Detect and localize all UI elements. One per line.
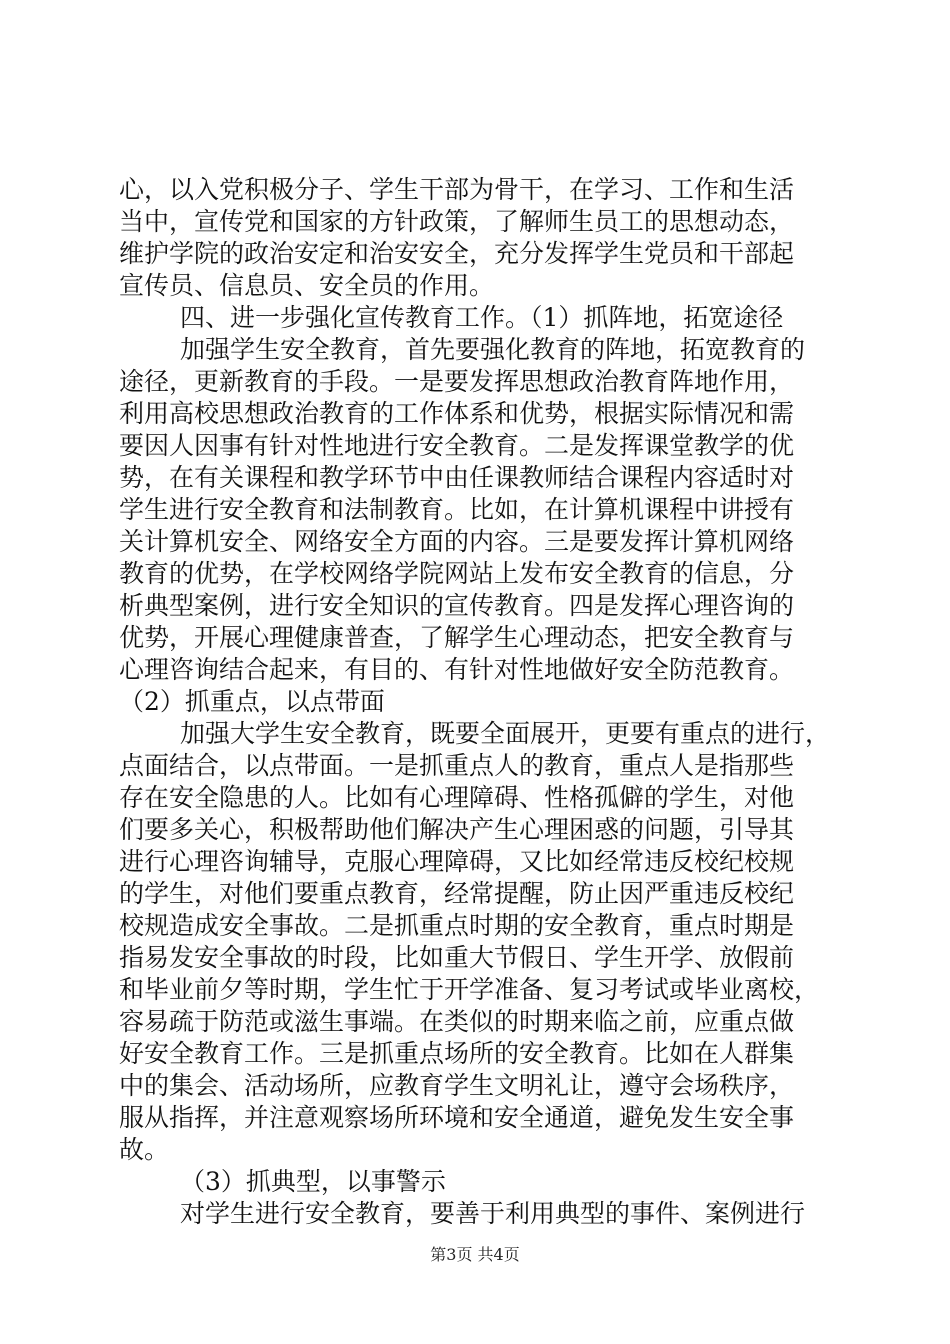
section-heading: （3）抓典型，以事警示 (180, 1167, 446, 1196)
text-line: 校规造成安全事故。二是抓重点时期的安全教育，重点时期是 (119, 911, 795, 940)
text-line: 对学生进行安全教育，要善于利用典型的事件、案例进行 (180, 1199, 806, 1228)
text-line: 进行心理咨询辅导，克服心理障碍，又比如经常违反校纪校规 (119, 847, 795, 876)
text-line: 利用高校思想政治教育的工作体系和优势，根据实际情况和需 (119, 399, 795, 428)
section-heading: （2）抓重点，以点带面 (119, 687, 385, 716)
text-line: 加强学生安全教育，首先要强化教育的阵地，拓宽教育的 (180, 335, 806, 364)
text-line: 中的集会、活动场所，应教育学生文明礼让，遵守会场秩序， (119, 1071, 795, 1100)
text-line: 点面结合，以点带面。一是抓重点人的教育，重点人是指那些 (119, 751, 795, 780)
text-line: 优势，开展心理健康普查，了解学生心理动态，把安全教育与 (119, 623, 795, 652)
text-line: 加强大学生安全教育，既要全面展开，更要有重点的进行， (180, 719, 831, 748)
text-line: 学生进行安全教育和法制教育。比如，在计算机课程中讲授有 (119, 495, 795, 524)
text-line: 存在安全隐患的人。比如有心理障碍、性格孤僻的学生，对他 (119, 783, 795, 812)
text-line: 容易疏于防范或滋生事端。在类似的时期来临之前，应重点做 (119, 1007, 795, 1036)
text-line: 当中，宣传党和国家的方针政策，了解师生员工的思想动态， (119, 207, 795, 236)
text-line: 维护学院的政治安定和治安安全，充分发挥学生党员和干部起 (119, 239, 795, 268)
text-line: 服从指挥，并注意观察场所环境和安全通道，避免发生安全事 (119, 1103, 795, 1132)
text-line: 们要多关心，积极帮助他们解决产生心理困惑的问题，引导其 (119, 815, 795, 844)
text-line: 和毕业前夕等时期，学生忙于开学准备、复习考试或毕业离校， (119, 975, 820, 1004)
page-number: 第3页 共4页 (430, 1245, 520, 1264)
text-line: 故。 (119, 1135, 170, 1164)
text-line: 心理咨询结合起来，有目的、有针对性地做好安全防范教育。 (119, 655, 795, 684)
text-line: 势，在有关课程和教学环节中由任课教师结合课程内容适时对 (119, 463, 795, 492)
text-line: 心，以入党积极分子、学生干部为骨干，在学习、工作和生活 (119, 175, 795, 204)
text-line: 宣传员、信息员、安全员的作用。 (119, 271, 495, 300)
text-line: 指易发安全事故的时段，比如重大节假日、学生开学、放假前 (119, 943, 795, 972)
text-line: 关计算机安全、网络安全方面的内容。三是要发挥计算机网络 (119, 527, 795, 556)
text-line: 的学生，对他们要重点教育，经常提醒，防止因严重违反校纪 (119, 879, 795, 908)
text-line: 析典型案例，进行安全知识的宣传教育。四是发挥心理咨询的 (119, 591, 795, 620)
text-line: 要因人因事有针对性地进行安全教育。二是发挥课堂教学的优 (119, 431, 795, 460)
section-heading: 四、进一步强化宣传教育工作。（1）抓阵地，拓宽途径 (180, 303, 784, 332)
text-line: 好安全教育工作。三是抓重点场所的安全教育。比如在人群集 (119, 1039, 795, 1068)
text-line: 教育的优势，在学校网络学院网站上发布安全教育的信息，分 (119, 559, 795, 588)
text-line: 途径，更新教育的手段。一是要发挥思想政治教育阵地作用， (119, 367, 795, 396)
